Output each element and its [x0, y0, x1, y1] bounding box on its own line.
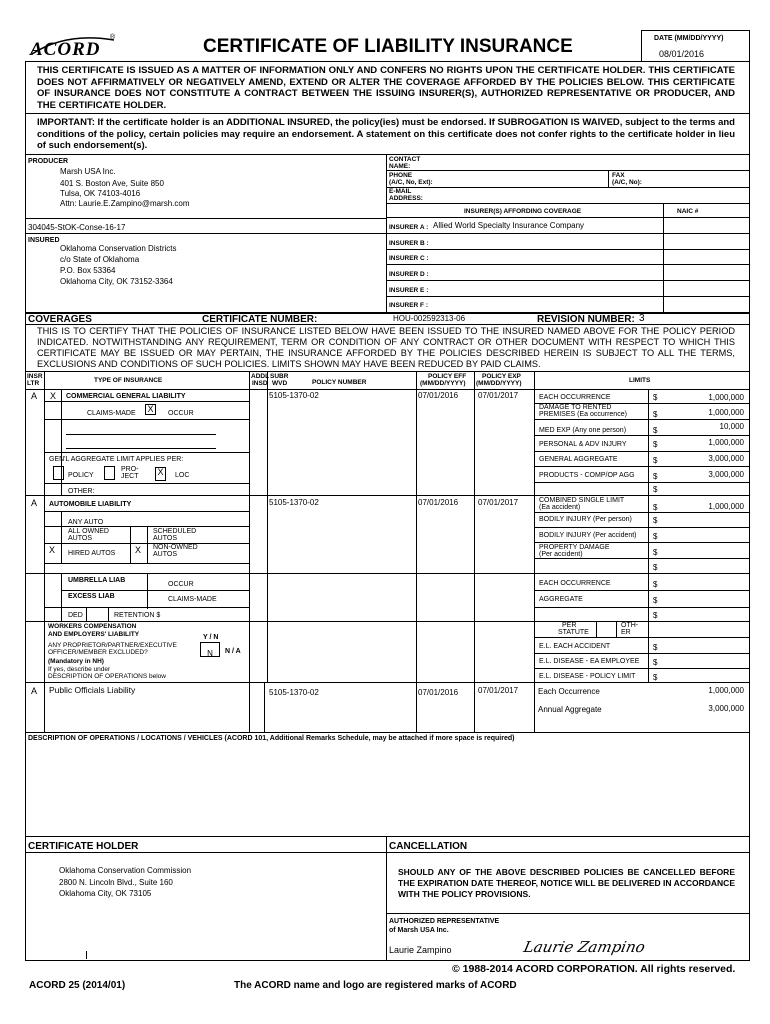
- naic-header: NAIC #: [677, 208, 699, 215]
- cgl-loc-option: LOC: [175, 472, 190, 479]
- workers-excluded-q: ANY PROPRIETOR/PARTNER/EXECUTIVE: [48, 642, 177, 649]
- authorized-rep-label: AUTHORIZED REPRESENTATIVE: [389, 918, 500, 925]
- revision-number-label: REVISION NUMBER:: [537, 314, 635, 325]
- insurer-name: Allied World Specialty Insurance Company: [433, 221, 585, 230]
- insured-line: Oklahoma City, OK 73152-3364: [60, 277, 173, 286]
- contact-label: CONTACT: [389, 156, 421, 163]
- col-ltr: LTR: [27, 380, 40, 387]
- page-title: CERTIFICATE OF LIABILITY INSURANCE: [203, 36, 573, 57]
- col-wvd: WVD: [272, 380, 288, 387]
- auto-hired: HIRED AUTOS: [68, 550, 116, 557]
- limit-value: 10,000: [719, 422, 744, 431]
- limit-value: 1,000,000: [708, 408, 744, 417]
- authorized-rep-name: Laurie Zampino: [389, 945, 452, 955]
- workers-excluded-checkbox[interactable]: [200, 642, 220, 657]
- col-type: TYPE OF INSURANCE: [94, 377, 163, 384]
- col-insr: INSR: [27, 373, 43, 380]
- cgl-other: OTHER:: [68, 488, 95, 495]
- auto-nonowned-check[interactable]: X: [135, 545, 142, 555]
- dollar-sign: $: [653, 563, 658, 572]
- cgl-occur-checkbox[interactable]: X: [145, 404, 156, 415]
- limit-value: 1,000,000: [708, 393, 744, 402]
- dollar-sign: $: [653, 673, 658, 682]
- dollar-sign: $: [653, 548, 658, 557]
- limit-value: 3,000,000: [708, 470, 744, 479]
- dollar-sign: $: [653, 611, 658, 620]
- dollar-sign: $: [653, 485, 658, 494]
- pol-insurer-letter: A: [31, 686, 38, 696]
- insurer-row: INSURER D :: [389, 271, 429, 278]
- auto-nonowned-autos: AUTOS: [153, 551, 177, 558]
- cgl-loc-checkbox[interactable]: X: [155, 467, 166, 481]
- dollar-sign: $: [653, 456, 658, 465]
- cgl-project-checkbox[interactable]: [104, 466, 115, 480]
- trademark-notice: The ACORD name and logo are registered marks of ACORD: [234, 980, 517, 991]
- workers-describe: If yes, describe under: [48, 666, 111, 673]
- holder-line: Oklahoma Conservation Commission: [59, 866, 192, 875]
- cgl-title: COMMERCIAL GENERAL LIABILITY: [66, 393, 186, 400]
- cgl-project-option: PRO-: [121, 466, 139, 473]
- excess-liab: EXCESS LIAB: [68, 593, 115, 600]
- insured-line: Oklahoma Conservation Districts: [60, 244, 177, 253]
- col-insd: INSD: [252, 380, 268, 387]
- workers-other: OTH-: [621, 622, 639, 629]
- registered-mark-icon: ®: [110, 34, 116, 41]
- col-addl: ADDL: [251, 373, 270, 380]
- umbrella-liab: UMBRELLA LIAB: [68, 577, 126, 584]
- revision-number: 3: [639, 313, 645, 324]
- contact-name-label: NAME:: [389, 163, 411, 170]
- dollar-sign: $: [653, 580, 658, 589]
- cgl-occur: OCCUR: [168, 410, 194, 417]
- cgl-policy-option: POLICY: [68, 472, 94, 479]
- producer-code: 304045-StOK-Conse-16-17: [28, 223, 126, 232]
- auto-exp-date: 07/01/2017: [478, 498, 519, 507]
- col-limits: LIMITS: [629, 377, 651, 384]
- workers-yn-label: Y / N: [203, 634, 219, 641]
- umbrella-occur: OCCUR: [168, 581, 194, 588]
- description-label: DESCRIPTION OF OPERATIONS / LOCATIONS / VEHICLES (ACORD 101, Additional Remarks Schedule, may be attached if more space is required): [28, 735, 515, 742]
- auto-scheduled: SCHEDULED: [153, 528, 197, 535]
- certificate-holder-label: CERTIFICATE HOLDER: [28, 841, 139, 852]
- insurer-row: INSURER E :: [389, 287, 429, 294]
- col-policy-number: POLICY NUMBER: [312, 379, 367, 386]
- pol-policy-number: 5105-1370-02: [269, 688, 319, 697]
- workers-other-2: ER: [621, 629, 631, 636]
- umbrella-retention: RETENTION $: [114, 612, 161, 619]
- notice-disclaimer: THIS CERTIFICATE IS ISSUED AS A MATTER OF INFORMATION ONLY AND CONFERS NO RIGHTS UPON THE CERTIFICATE HOLDER. THIS CERTIFICATE DOES NOT AFFIRMATIVELY OR NEGATIVELY AMEND, EXTEND OR ALTER THE COVERAGE AFFORDED BY THE POLICIES BELOW. THIS CERTIFICATE OF INSURANCE DOES NOT CONSTITUTE A CONTRACT BETWEEN THE ISSUING INSURER(S), AUTHORIZED REPRESENTATIVE OR PRODUCER, AND THE CERTIFICATE HOLDER.: [37, 65, 735, 111]
- col-eff-format: (MM/DD/YYYY): [420, 380, 466, 387]
- umbrella-claims-made: CLAIMS-MADE: [168, 596, 217, 603]
- limit-value: 3,000,000: [708, 704, 744, 713]
- dollar-sign: $: [653, 532, 658, 541]
- insured-line: P.O. Box 53364: [60, 266, 116, 275]
- producer-label: PRODUCER: [28, 158, 69, 165]
- coverage-statement: THIS IS TO CERTIFY THAT THE POLICIES OF INSURANCE LISTED BELOW HAVE BEEN ISSUED TO THE INSURED NAMED ABOVE FOR THE POLICY PERIOD INDICATED. NOTWITHSTANDING ANY REQUIREMENT, TERM OR CONDITION OF ANY CONTRACT OR OTHER DOCUMENT WITH RESPECT TO WHICH THIS CERTIFICATE MAY BE ISSUED OR MAY PERTAIN, THE INSURANCE AFFORDED BY THE POLICIES DESCRIBED HEREIN IS SUBJECT TO ALL THE TERMS, EXCLUSIONS AND CONDITIONS OF SUCH POLICIES. LIMITS SHOWN MAY HAVE BEEN REDUCED BY PAID CLAIMS.: [37, 326, 735, 369]
- fax-label-2: (A/C, No):: [612, 179, 642, 186]
- pol-title: Public Officials Liability: [49, 685, 136, 695]
- auto-all-owned: ALL OWNED: [68, 528, 109, 535]
- cgl-policy-number: 5105-1370-02: [269, 391, 319, 400]
- auto-policy-number: 5105-1370-02: [269, 498, 319, 507]
- workers-na: N / A: [225, 648, 241, 655]
- limit-value: 3,000,000: [708, 454, 744, 463]
- signature: Laurie Zampino: [522, 938, 647, 956]
- workers-comp-title: WORKERS COMPENSATION: [48, 623, 137, 630]
- cgl-insurer-letter: A: [31, 391, 38, 401]
- auto-any-auto: ANY AUTO: [68, 519, 104, 526]
- copyright: © 1988-2014 ACORD CORPORATION. All rights reserved.: [452, 963, 736, 975]
- auto-scheduled-autos: AUTOS: [153, 535, 177, 542]
- certificate-number-label: CERTIFICATE NUMBER:: [202, 314, 318, 325]
- auto-title: AUTOMOBILE LIABILITY: [49, 501, 132, 508]
- auto-eff-date: 07/01/2016: [418, 498, 459, 507]
- cgl-exp-date: 07/01/2017: [478, 391, 519, 400]
- dollar-sign: $: [653, 516, 658, 525]
- umbrella-ded: DED: [68, 612, 83, 619]
- dollar-sign: $: [653, 643, 658, 652]
- producer-line: Marsh USA Inc.: [60, 167, 116, 176]
- workers-excluded-value: N: [207, 649, 213, 658]
- insured-line: c/o State of Oklahoma: [60, 255, 140, 264]
- cgl-policy-checkbox[interactable]: [53, 466, 64, 480]
- insurer-row: INSURER B :: [389, 240, 429, 247]
- per-statute: PER: [562, 622, 577, 629]
- dollar-sign: $: [653, 596, 658, 605]
- coverages-label: COVERAGES: [28, 314, 92, 325]
- notice-important: IMPORTANT: If the certificate holder is an ADDITIONAL INSURED, the policy(ies) must be endorsed. If SUBROGATION IS WAIVED, subject to the terms and conditions of the policy, certain policies may require an endorsement. A statement on this certificate does not confer rights to the certificate holder in lieu of such endorsement(s).: [37, 117, 735, 151]
- dollar-sign: $: [653, 393, 658, 402]
- acord-logo-text: ACORD: [30, 39, 101, 60]
- limit-value: 1,000,000: [708, 438, 744, 447]
- cgl-check: X: [50, 391, 57, 401]
- col-exp-format: (MM/DD/YYYY): [476, 380, 522, 387]
- insurer-row: INSURER F :: [389, 302, 428, 309]
- col-subr: SUBR: [270, 373, 289, 380]
- address-label: ADDRESS:: [389, 195, 423, 202]
- holder-line: Oklahoma City, OK 73105: [59, 889, 152, 898]
- phone-label: PHONE: [389, 172, 413, 179]
- cgl-eff-date: 07/01/2016: [418, 391, 459, 400]
- producer-line: Tulsa, OK 74103-4016: [60, 189, 141, 198]
- auto-nonowned: NON-OWNED: [153, 544, 198, 551]
- date-label: DATE (MM/DD/YYYY): [654, 35, 724, 42]
- pol-exp-date: 07/01/2017: [478, 686, 519, 695]
- pol-eff-date: 07/01/2016: [418, 688, 459, 697]
- certificate-number: HOU-002592313-06: [393, 314, 466, 323]
- cgl-project-option-2: JECT: [121, 473, 139, 480]
- email-label: E-MAIL: [389, 188, 412, 195]
- cancellation-label: CANCELLATION: [389, 841, 468, 852]
- dollar-sign: $: [653, 440, 658, 449]
- insurers-header: INSURER(S) AFFORDING COVERAGE: [464, 208, 582, 215]
- fax-label: FAX: [612, 172, 625, 179]
- limit-value: 1,000,000: [708, 502, 744, 511]
- producer-line: Attn: Laurie.E.Zampino@marsh.com: [60, 199, 190, 208]
- workers-excluded-q-2: OFFICER/MEMBER EXCLUDED?: [48, 649, 148, 656]
- authorized-rep-org: of Marsh USA Inc.: [389, 927, 449, 934]
- workers-mandatory-nh: (Mandatory in NH): [48, 658, 104, 665]
- cgl-aggregate-applies: GEN'L AGGREGATE LIMIT APPLIES PER:: [49, 456, 184, 463]
- dollar-sign: $: [653, 658, 658, 667]
- date-box: [641, 30, 750, 62]
- cancellation-text: SHOULD ANY OF THE ABOVE DESCRIBED POLICIES BE CANCELLED BEFORE THE EXPIRATION DATE THEREOF, NOTICE WILL BE DELIVERED IN ACCORDANCE WITH THE POLICY PROVISIONS.: [398, 867, 735, 899]
- dollar-sign: $: [653, 503, 658, 512]
- dollar-sign: $: [653, 472, 658, 481]
- date-value: 08/01/2016: [659, 49, 705, 59]
- holder-line: 2800 N. Lincoln Blvd., Suite 160: [59, 878, 173, 887]
- form-number: ACORD 25 (2014/01): [29, 980, 126, 991]
- auto-hired-check[interactable]: X: [49, 545, 56, 555]
- producer-line: 401 S. Boston Ave, Suite 850: [60, 179, 164, 188]
- insurer-row: INSURER C :: [389, 255, 429, 262]
- cgl-claims-made: CLAIMS-MADE: [87, 410, 136, 417]
- phone-label-2: (A/C, No, Ext):: [389, 179, 433, 186]
- per-statute-2: STATUTE: [558, 629, 589, 636]
- acord-logo: [26, 34, 118, 62]
- col-eff: POLICY EFF: [428, 373, 467, 380]
- col-exp: POLICY EXP: [482, 373, 521, 380]
- dollar-sign: $: [653, 426, 658, 435]
- dollar-sign: $: [653, 410, 658, 419]
- insured-label: INSURED: [28, 237, 60, 244]
- auto-insurer-letter: A: [31, 498, 38, 508]
- auto-all-owned-autos: AUTOS: [68, 535, 92, 542]
- limit-value: 1,000,000: [708, 686, 744, 695]
- workers-comp-title-2: AND EMPLOYERS' LIABILITY: [48, 631, 140, 638]
- workers-describe-2: DESCRIPTION OF OPERATIONS below: [48, 673, 166, 680]
